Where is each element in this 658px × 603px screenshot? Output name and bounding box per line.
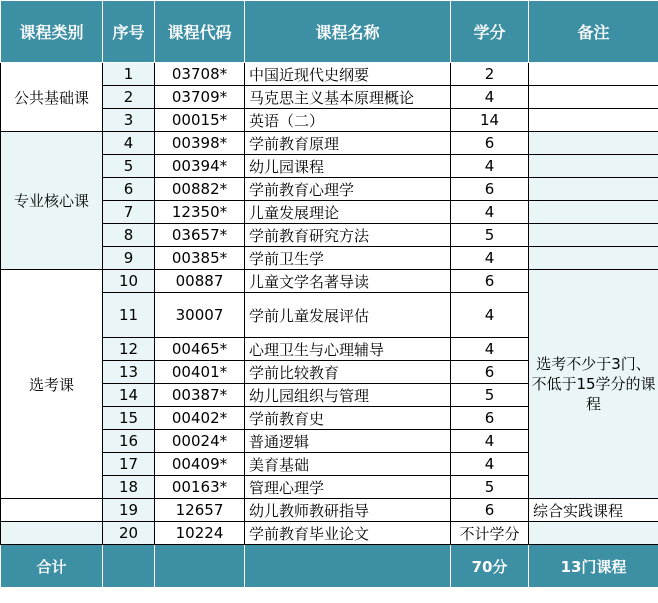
- header-credit: 学分: [451, 1, 529, 63]
- row-credit: 5: [451, 384, 529, 407]
- row-no: 9: [103, 247, 155, 270]
- row-name: 学前教育毕业论文: [245, 522, 451, 545]
- row-code: 00882*: [155, 178, 245, 201]
- row-credit: 不计学分: [451, 522, 529, 545]
- header-no: 序号: [103, 1, 155, 63]
- row-no: 16: [103, 430, 155, 453]
- row-name: 中国近现代史纲要: [245, 63, 451, 86]
- row-credit: 4: [451, 201, 529, 224]
- row-code: 00409*: [155, 453, 245, 476]
- row-credit: 4: [451, 453, 529, 476]
- total-row: [1, 545, 658, 588]
- header-code: 课程代码: [155, 1, 245, 63]
- row-credit: 6: [451, 407, 529, 430]
- row-name: 美育基础: [245, 453, 451, 476]
- header-row: [1, 1, 658, 63]
- row-code: 03708*: [155, 63, 245, 86]
- row-credit: 4: [451, 430, 529, 453]
- row-note: [529, 522, 658, 545]
- category-cell: 公共基础课: [1, 63, 103, 132]
- row-credit: 4: [451, 338, 529, 361]
- row-code: 00163*: [155, 476, 245, 499]
- category-cell: [1, 522, 103, 545]
- row-no: 18: [103, 476, 155, 499]
- table-row: [1, 522, 658, 545]
- row-note: [529, 178, 658, 201]
- row-no: 10: [103, 270, 155, 293]
- row-name: 幼儿教师教研指导: [245, 499, 451, 522]
- row-name: 学前教育原理: [245, 132, 451, 155]
- row-no: 11: [103, 293, 155, 338]
- row-code: 03709*: [155, 86, 245, 109]
- row-code: 00465*: [155, 338, 245, 361]
- row-no: 13: [103, 361, 155, 384]
- row-name: 儿童发展理论: [245, 201, 451, 224]
- row-name: 学前比较教育: [245, 361, 451, 384]
- elective-note: 选考不少于3门、不低于15学分的课程: [529, 270, 658, 499]
- row-code: 10224: [155, 522, 245, 545]
- row-no: 6: [103, 178, 155, 201]
- row-name: 幼儿园组织与管理: [245, 384, 451, 407]
- category-cell: [1, 499, 103, 522]
- header-note: 备注: [529, 1, 658, 63]
- row-no: 20: [103, 522, 155, 545]
- row-no: 5: [103, 155, 155, 178]
- row-no: 4: [103, 132, 155, 155]
- row-name: 管理心理学: [245, 476, 451, 499]
- row-name: 马克思主义基本原理概论: [245, 86, 451, 109]
- row-code: 00394*: [155, 155, 245, 178]
- row-note: [529, 247, 658, 270]
- row-code: 00385*: [155, 247, 245, 270]
- row-credit: 6: [451, 132, 529, 155]
- row-note: 综合实践课程: [529, 499, 658, 522]
- row-code: 00024*: [155, 430, 245, 453]
- row-code: 03657*: [155, 224, 245, 247]
- row-credit: 4: [451, 247, 529, 270]
- row-name: 普通逻辑: [245, 430, 451, 453]
- total-empty-code: [155, 545, 245, 588]
- category-cell: 选考课: [1, 270, 103, 499]
- row-name: 学前儿童发展评估: [245, 293, 451, 338]
- row-name: 学前教育研究方法: [245, 224, 451, 247]
- table-row: [1, 499, 658, 522]
- table-row: [1, 270, 658, 293]
- row-credit: 6: [451, 361, 529, 384]
- row-credit: 6: [451, 178, 529, 201]
- row-name: 心理卫生与心理辅导: [245, 338, 451, 361]
- row-name: 学前教育心理学: [245, 178, 451, 201]
- row-name: 学前卫生学: [245, 247, 451, 270]
- total-note: 13门课程: [529, 545, 658, 588]
- row-note: [529, 63, 658, 86]
- row-credit: 4: [451, 155, 529, 178]
- row-code: 00402*: [155, 407, 245, 430]
- row-credit: 2: [451, 63, 529, 86]
- row-credit: 5: [451, 224, 529, 247]
- row-code: 00887: [155, 270, 245, 293]
- row-no: 15: [103, 407, 155, 430]
- row-code: 30007: [155, 293, 245, 338]
- row-note: [529, 86, 658, 109]
- row-no: 2: [103, 86, 155, 109]
- table-row: [1, 132, 658, 155]
- row-credit: 6: [451, 499, 529, 522]
- row-note: [529, 132, 658, 155]
- row-name: 幼儿园课程: [245, 155, 451, 178]
- row-code: 12350*: [155, 201, 245, 224]
- total-empty-no: [103, 545, 155, 588]
- row-credit: 4: [451, 86, 529, 109]
- row-code: 00398*: [155, 132, 245, 155]
- row-no: 12: [103, 338, 155, 361]
- row-code: 00015*: [155, 109, 245, 132]
- row-credit: 4: [451, 293, 529, 338]
- total-label: 合计: [1, 545, 103, 588]
- row-no: 19: [103, 499, 155, 522]
- row-code: 00387*: [155, 384, 245, 407]
- row-credit: 6: [451, 270, 529, 293]
- row-credit: 5: [451, 476, 529, 499]
- row-code: 00401*: [155, 361, 245, 384]
- row-note: [529, 109, 658, 132]
- category-cell: 专业核心课: [1, 132, 103, 270]
- row-no: 17: [103, 453, 155, 476]
- row-code: 12657: [155, 499, 245, 522]
- row-note: [529, 201, 658, 224]
- row-name: 英语（二）: [245, 109, 451, 132]
- row-credit: 14: [451, 109, 529, 132]
- row-note: [529, 155, 658, 178]
- row-name: 儿童文学名著导读: [245, 270, 451, 293]
- total-empty-name: [245, 545, 451, 588]
- total-credit: 70分: [451, 545, 529, 588]
- row-no: 7: [103, 201, 155, 224]
- header-name: 课程名称: [245, 1, 451, 63]
- row-no: 1: [103, 63, 155, 86]
- row-name: 学前教育史: [245, 407, 451, 430]
- row-no: 3: [103, 109, 155, 132]
- row-no: 8: [103, 224, 155, 247]
- row-note: [529, 224, 658, 247]
- table-row: [1, 63, 658, 86]
- row-no: 14: [103, 384, 155, 407]
- header-category: 课程类别: [1, 1, 103, 63]
